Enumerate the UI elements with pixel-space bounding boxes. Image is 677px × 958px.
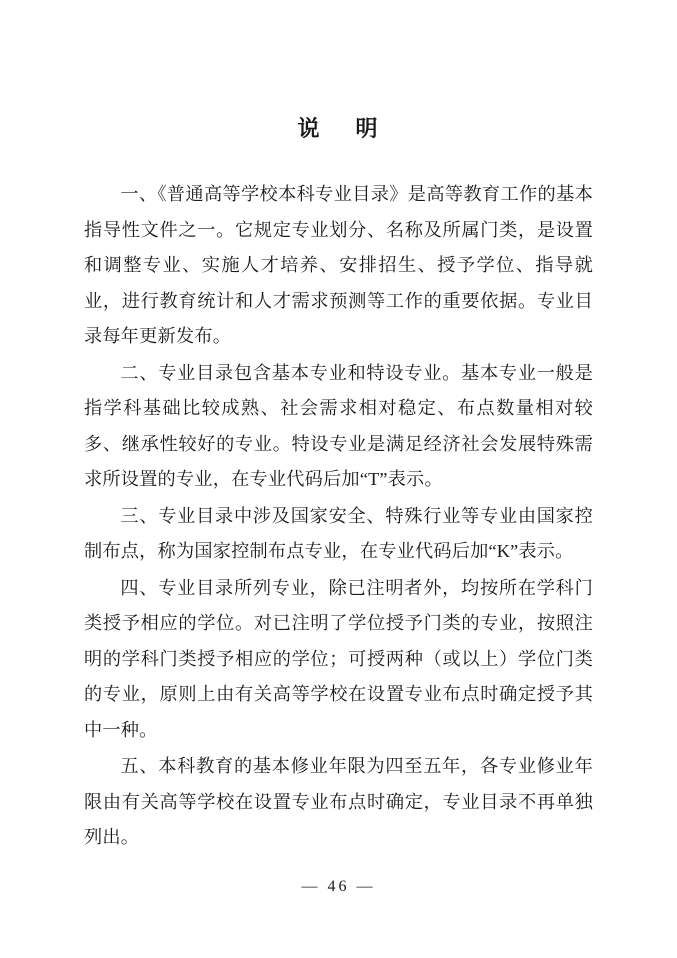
- page-number: — 46 —: [301, 878, 376, 895]
- page-title: [84, 0, 593, 143]
- paragraph-4: 四、专业目录所列专业，除已注明者外，均按所在学科门类授予相应的学位。对已注明了学位授予门类的专业，按照注明的学科门类授予相应的学位；可授两种（或以上）学位门类的专业，原则上由有关高等学校在设置专业布点时确定授予其中一种。: [84, 577, 593, 740]
- paragraph-3: 三、专业目录中涉及国家安全、特殊行业等专业由国家控制布点，称为国家控制布点专业，在专业代码后加“K”表示。: [84, 505, 593, 561]
- body-text: [84, 177, 593, 856]
- page-title-first-char: 说: [297, 116, 322, 141]
- paragraph-5: 五、本科教育的基本修业年限为四至五年，各专业修业年限由有关高等学校在设置专业布点时确定，专业目录不再单独列出。: [84, 756, 593, 847]
- paragraph-1: 一、《普通高等学校本科专业目录》是高等教育工作的基本指导性文件之一。它规定专业划分、名称及所属门类，是设置和调整专业、实施人才培养、安排招生、授予学位、指导就业，进行教育统计和人才需求预测等工作的重要依据。专业目录每年更新发布。: [84, 184, 593, 346]
- page-title-second-char: 明: [355, 116, 380, 141]
- paragraph-2: 二、专业目录包含基本专业和特设专业。基本专业一般是指学科基础比较成熟、社会需求相对稳定、布点数量相对较多、继承性较好的专业。特设专业是满足经济社会发展特殊需求所设置的专业，在专业代码后加“T”表示。: [84, 362, 593, 489]
